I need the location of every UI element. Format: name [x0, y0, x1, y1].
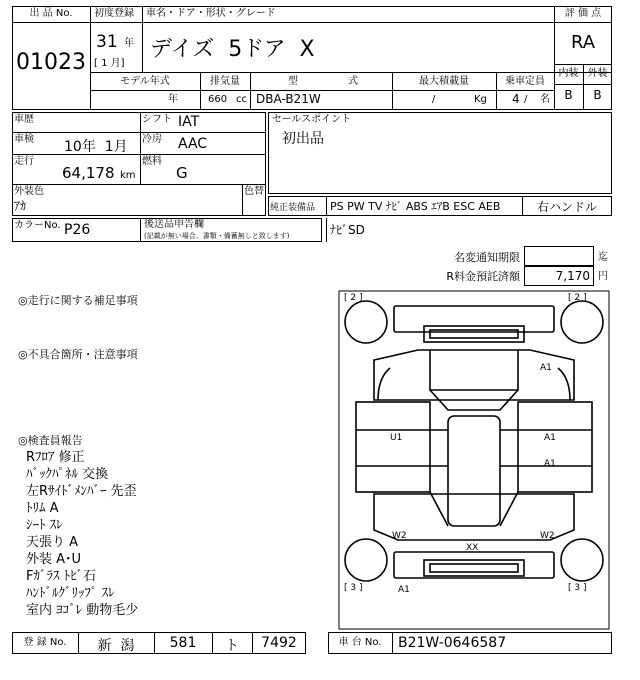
report-item: ﾄﾘﾑ A — [26, 501, 59, 516]
mileage-value: 64,178 — [62, 164, 115, 182]
exterior-value: B — [593, 88, 602, 102]
displacement-label: 排気量 — [210, 76, 240, 87]
sales-point-label: セールスポイント — [272, 114, 352, 125]
report-item: ｼｰﾄ ｽﾚ — [26, 518, 63, 533]
recycle-value: 7,170 — [555, 269, 590, 283]
hood-center — [430, 350, 518, 390]
door-right — [518, 402, 592, 492]
report-item: 室内 ﾖｺﾞﾚ 動物毛少 — [26, 603, 139, 618]
inspector-report-label: ◎検査員報告 — [18, 434, 83, 447]
report-item: Rﾌﾛｱ 修正 — [26, 450, 85, 465]
max-load-sep: / — [432, 94, 436, 105]
ac-label: 冷房 — [142, 134, 162, 145]
color-change-label: 色替 — [244, 186, 264, 197]
chassis-number: B21W-0646587 — [398, 635, 507, 651]
fuel-label: 燃料 — [142, 156, 162, 167]
capacity-sep: / — [524, 94, 528, 105]
capacity-label: 乗車定員 — [505, 76, 545, 87]
damage-mark: XX — [466, 543, 479, 553]
cc-unit: cc — [236, 94, 247, 105]
wheel-rear-left — [345, 539, 387, 581]
model-year-label: モデル年式 — [120, 76, 170, 87]
report-item: 外装 A･U — [26, 552, 82, 567]
reg-class: 581 — [169, 635, 197, 651]
report-item: 天張り A — [26, 535, 79, 550]
damage-mark: A1 — [540, 363, 552, 373]
lot-label: 出 品 No. — [29, 8, 73, 19]
driving-note-label: ◎走行に関する補足事項 — [18, 294, 138, 307]
wheel-rear-right — [561, 539, 603, 581]
max-load-label: 最大積載量 — [419, 76, 469, 87]
capacity-value: 4 — [512, 92, 520, 106]
reg-kana: ト — [225, 638, 239, 654]
doc-note: (記載が無い場合、書類・備蓄無しと致します) — [144, 232, 290, 240]
name-change-box — [524, 246, 594, 266]
model-year-unit: 年 — [168, 94, 178, 105]
first-reg-label: 初度登録 — [94, 8, 134, 19]
front-grille — [424, 326, 524, 342]
rating-label: 評 価 点 — [564, 8, 602, 19]
wheel-front-left — [345, 301, 387, 343]
recycle-unit: 円 — [598, 271, 608, 282]
model-label-2: 式 — [348, 76, 358, 87]
reg-region: 新 潟 — [97, 638, 135, 654]
car-damage-diagram — [338, 290, 610, 630]
damage-mark: W2 — [392, 531, 407, 541]
inspector-items — [26, 446, 138, 616]
damage-mark: W2 — [540, 531, 555, 541]
lot-number: 01023 — [16, 50, 86, 75]
corner-label: [ 3 ] — [344, 583, 363, 593]
rear-bumper — [394, 552, 554, 578]
history-label: 車歴 — [14, 114, 34, 125]
name-change-unit: 迄 — [598, 252, 608, 263]
report-item: Fｶﾞﾗｽ ﾄﾋﾞ石 — [26, 569, 97, 584]
recycle-label: R料金預託済額 — [446, 270, 520, 283]
damage-mark: A1 — [544, 459, 556, 469]
report-item: 左Rｻｲﾄﾞﾒﾝﾊﾞｰ 先歪 — [26, 484, 137, 499]
exterior-label: 外装 — [587, 68, 608, 79]
damage-mark: A1 — [544, 433, 556, 443]
interior-label: 内装 — [558, 68, 579, 79]
first-reg-month: [ 1 月] — [94, 58, 125, 69]
fender-left — [378, 368, 390, 400]
inspection-label: 車検 — [14, 134, 34, 145]
mileage-label: 走行 — [14, 156, 34, 167]
report-item: ﾊﾞｯｸﾊﾟﾈﾙ 交換 — [26, 467, 109, 482]
capacity-unit: 名 — [540, 94, 550, 105]
door-left — [356, 402, 430, 492]
exterior-color-value: ｱｶ — [14, 199, 27, 213]
name-change-label: 名変通知期限 — [454, 251, 520, 264]
shift-value: IAT — [178, 114, 200, 130]
reg-number: 7492 — [261, 635, 297, 651]
report-item: ﾊﾝﾄﾞﾙｸﾞﾘｯﾌﾟ ｽﾚ — [26, 586, 115, 601]
inspection-value: 10年 1月 — [64, 139, 128, 155]
car-name-label: 車名・ドア・形状・グレード — [146, 8, 276, 19]
chassis-label: 車 台 No. — [338, 637, 382, 648]
interior-value: B — [564, 88, 573, 102]
exterior-color-label: 外装色 — [14, 186, 44, 197]
equipment-label: 純正装備品 — [270, 203, 316, 213]
damage-mark: U1 — [390, 433, 403, 443]
damage-mark: A1 — [398, 585, 410, 595]
wheel-front-right — [561, 301, 603, 343]
handle-value: 右ハンドル — [536, 200, 597, 214]
fuel-value: G — [176, 164, 188, 182]
year-unit: 年 — [124, 38, 134, 49]
hood — [374, 350, 574, 400]
reg-label: 登 録 No. — [23, 637, 67, 648]
km-unit: km — [120, 170, 136, 181]
displacement-value: 660 — [208, 94, 228, 105]
defects-note-label: ◎不具合箇所・注意事項 — [18, 348, 138, 361]
ac-value: AAC — [178, 136, 208, 152]
color-no-label: カラーNo. — [14, 220, 61, 231]
doc-label: 後送品申告欄 — [144, 219, 204, 230]
fender-right — [558, 368, 570, 400]
details-frame — [12, 112, 266, 216]
kg-unit: Kg — [474, 94, 487, 105]
corner-label: [ 2 ] — [568, 293, 587, 303]
model-label: 型 — [288, 76, 298, 87]
doc-value: ﾅﾋﾞSD — [330, 223, 365, 237]
model-value: DBA-B21W — [256, 92, 321, 106]
shift-label: シフト — [142, 114, 172, 125]
corner-label: [ 2 ] — [344, 293, 363, 303]
car-name: デイズ 5ドア X — [150, 37, 315, 62]
corner-label: [ 3 ] — [568, 583, 587, 593]
sales-point-value: 初出品 — [282, 131, 324, 147]
roof — [448, 416, 500, 526]
rating-value: RA — [570, 32, 596, 53]
front-bumper — [394, 306, 554, 332]
rear-panel — [424, 560, 524, 576]
equipment-value: PS PW TV ﾅﾋﾞ ABS ｴｱB ESC AEB — [330, 200, 501, 213]
first-reg-year: 31 — [96, 32, 118, 52]
color-no-value: P26 — [64, 222, 91, 238]
